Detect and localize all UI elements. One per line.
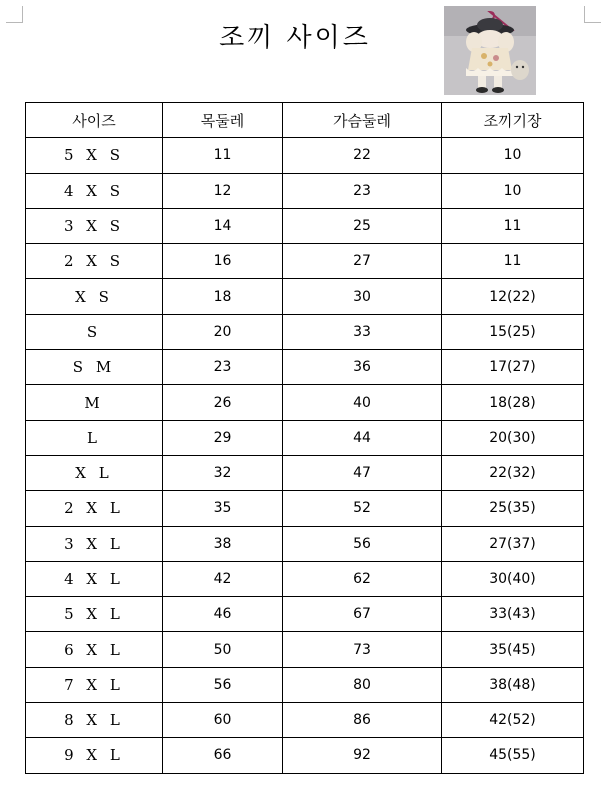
chest-cell: 92 xyxy=(283,738,442,773)
chest-cell: 36 xyxy=(283,350,442,385)
chest-cell: 47 xyxy=(283,455,442,490)
neck-cell: 56 xyxy=(163,667,283,702)
size-cell: S M xyxy=(26,350,163,385)
length-cell: 42(52) xyxy=(442,703,584,738)
size-cell: 8 X L xyxy=(26,703,163,738)
size-table xyxy=(25,102,584,774)
length-cell: 45(55) xyxy=(442,738,584,773)
size-cell: 3 X S xyxy=(26,208,163,243)
size-cell: 4 X L xyxy=(26,561,163,596)
table-row xyxy=(26,703,584,738)
chest-cell: 80 xyxy=(283,667,442,702)
neck-cell: 16 xyxy=(163,244,283,279)
size-cell: 6 X L xyxy=(26,632,163,667)
length-cell: 30(40) xyxy=(442,561,584,596)
size-cell: 3 X L xyxy=(26,526,163,561)
size-cell: 2 X S xyxy=(26,244,163,279)
column-header-neck: 목둘레 xyxy=(163,103,283,138)
length-cell: 12(22) xyxy=(442,279,584,314)
chest-cell: 56 xyxy=(283,526,442,561)
neck-cell: 12 xyxy=(163,173,283,208)
neck-cell: 50 xyxy=(163,632,283,667)
length-cell: 11 xyxy=(442,244,584,279)
neck-cell: 46 xyxy=(163,597,283,632)
length-cell: 27(37) xyxy=(442,526,584,561)
table-row xyxy=(26,526,584,561)
size-cell: 9 X L xyxy=(26,738,163,773)
table-row xyxy=(26,208,584,243)
chest-cell: 86 xyxy=(283,703,442,738)
length-cell: 33(43) xyxy=(442,597,584,632)
size-cell: 4 X S xyxy=(26,173,163,208)
length-cell: 18(28) xyxy=(442,385,584,420)
neck-cell: 42 xyxy=(163,561,283,596)
table-row xyxy=(26,385,584,420)
neck-cell: 35 xyxy=(163,491,283,526)
table-row xyxy=(26,738,584,773)
neck-cell: 29 xyxy=(163,420,283,455)
length-cell: 10 xyxy=(442,138,584,173)
neck-cell: 14 xyxy=(163,208,283,243)
table-row xyxy=(26,173,584,208)
neck-cell: 26 xyxy=(163,385,283,420)
table-row xyxy=(26,455,584,490)
neck-cell: 60 xyxy=(163,703,283,738)
neck-cell: 23 xyxy=(163,350,283,385)
table-row xyxy=(26,561,584,596)
table-row xyxy=(26,667,584,702)
length-cell: 20(30) xyxy=(442,420,584,455)
chest-cell: 62 xyxy=(283,561,442,596)
chest-cell: 25 xyxy=(283,208,442,243)
chest-cell: 27 xyxy=(283,244,442,279)
document-title: 조끼 사이즈 xyxy=(219,23,371,53)
length-cell: 22(32) xyxy=(442,455,584,490)
table-row xyxy=(26,138,584,173)
size-cell: X S xyxy=(26,279,163,314)
column-header-chest: 가슴둘레 xyxy=(283,103,442,138)
table-row xyxy=(26,244,584,279)
length-cell: 10 xyxy=(442,173,584,208)
chest-cell: 30 xyxy=(283,279,442,314)
size-cell: 2 X L xyxy=(26,491,163,526)
column-header-size: 사이즈 xyxy=(26,103,163,138)
length-cell: 11 xyxy=(442,208,584,243)
length-cell: 35(45) xyxy=(442,632,584,667)
neck-cell: 32 xyxy=(163,455,283,490)
neck-cell: 11 xyxy=(163,138,283,173)
table-row xyxy=(26,350,584,385)
chest-cell: 44 xyxy=(283,420,442,455)
chest-cell: 23 xyxy=(283,173,442,208)
page-corner-mark-top-left xyxy=(6,6,23,23)
size-cell: 5 X S xyxy=(26,138,163,173)
length-cell: 17(27) xyxy=(442,350,584,385)
neck-cell: 38 xyxy=(163,526,283,561)
chest-cell: 40 xyxy=(283,385,442,420)
size-cell: X L xyxy=(26,455,163,490)
chest-cell: 67 xyxy=(283,597,442,632)
table-row xyxy=(26,597,584,632)
chest-cell: 73 xyxy=(283,632,442,667)
table-row xyxy=(26,314,584,349)
size-table-body xyxy=(26,138,584,773)
length-cell: 25(35) xyxy=(442,491,584,526)
table-row xyxy=(26,420,584,455)
chest-cell: 33 xyxy=(283,314,442,349)
size-cell: 7 X L xyxy=(26,667,163,702)
length-cell: 15(25) xyxy=(442,314,584,349)
size-cell: 5 X L xyxy=(26,597,163,632)
page-corner-mark-top-right xyxy=(584,6,601,23)
neck-cell: 18 xyxy=(163,279,283,314)
table-row xyxy=(26,279,584,314)
chest-cell: 22 xyxy=(283,138,442,173)
chest-cell: 52 xyxy=(283,491,442,526)
neck-cell: 66 xyxy=(163,738,283,773)
product-photo xyxy=(444,6,536,95)
table-row xyxy=(26,632,584,667)
size-cell: M xyxy=(26,385,163,420)
length-cell: 38(48) xyxy=(442,667,584,702)
size-cell: L xyxy=(26,420,163,455)
neck-cell: 20 xyxy=(163,314,283,349)
table-header-row xyxy=(26,103,584,138)
column-header-length: 조끼기장 xyxy=(442,103,584,138)
doll-vest-photo-graphic xyxy=(444,6,536,95)
size-cell: S xyxy=(26,314,163,349)
table-row xyxy=(26,491,584,526)
